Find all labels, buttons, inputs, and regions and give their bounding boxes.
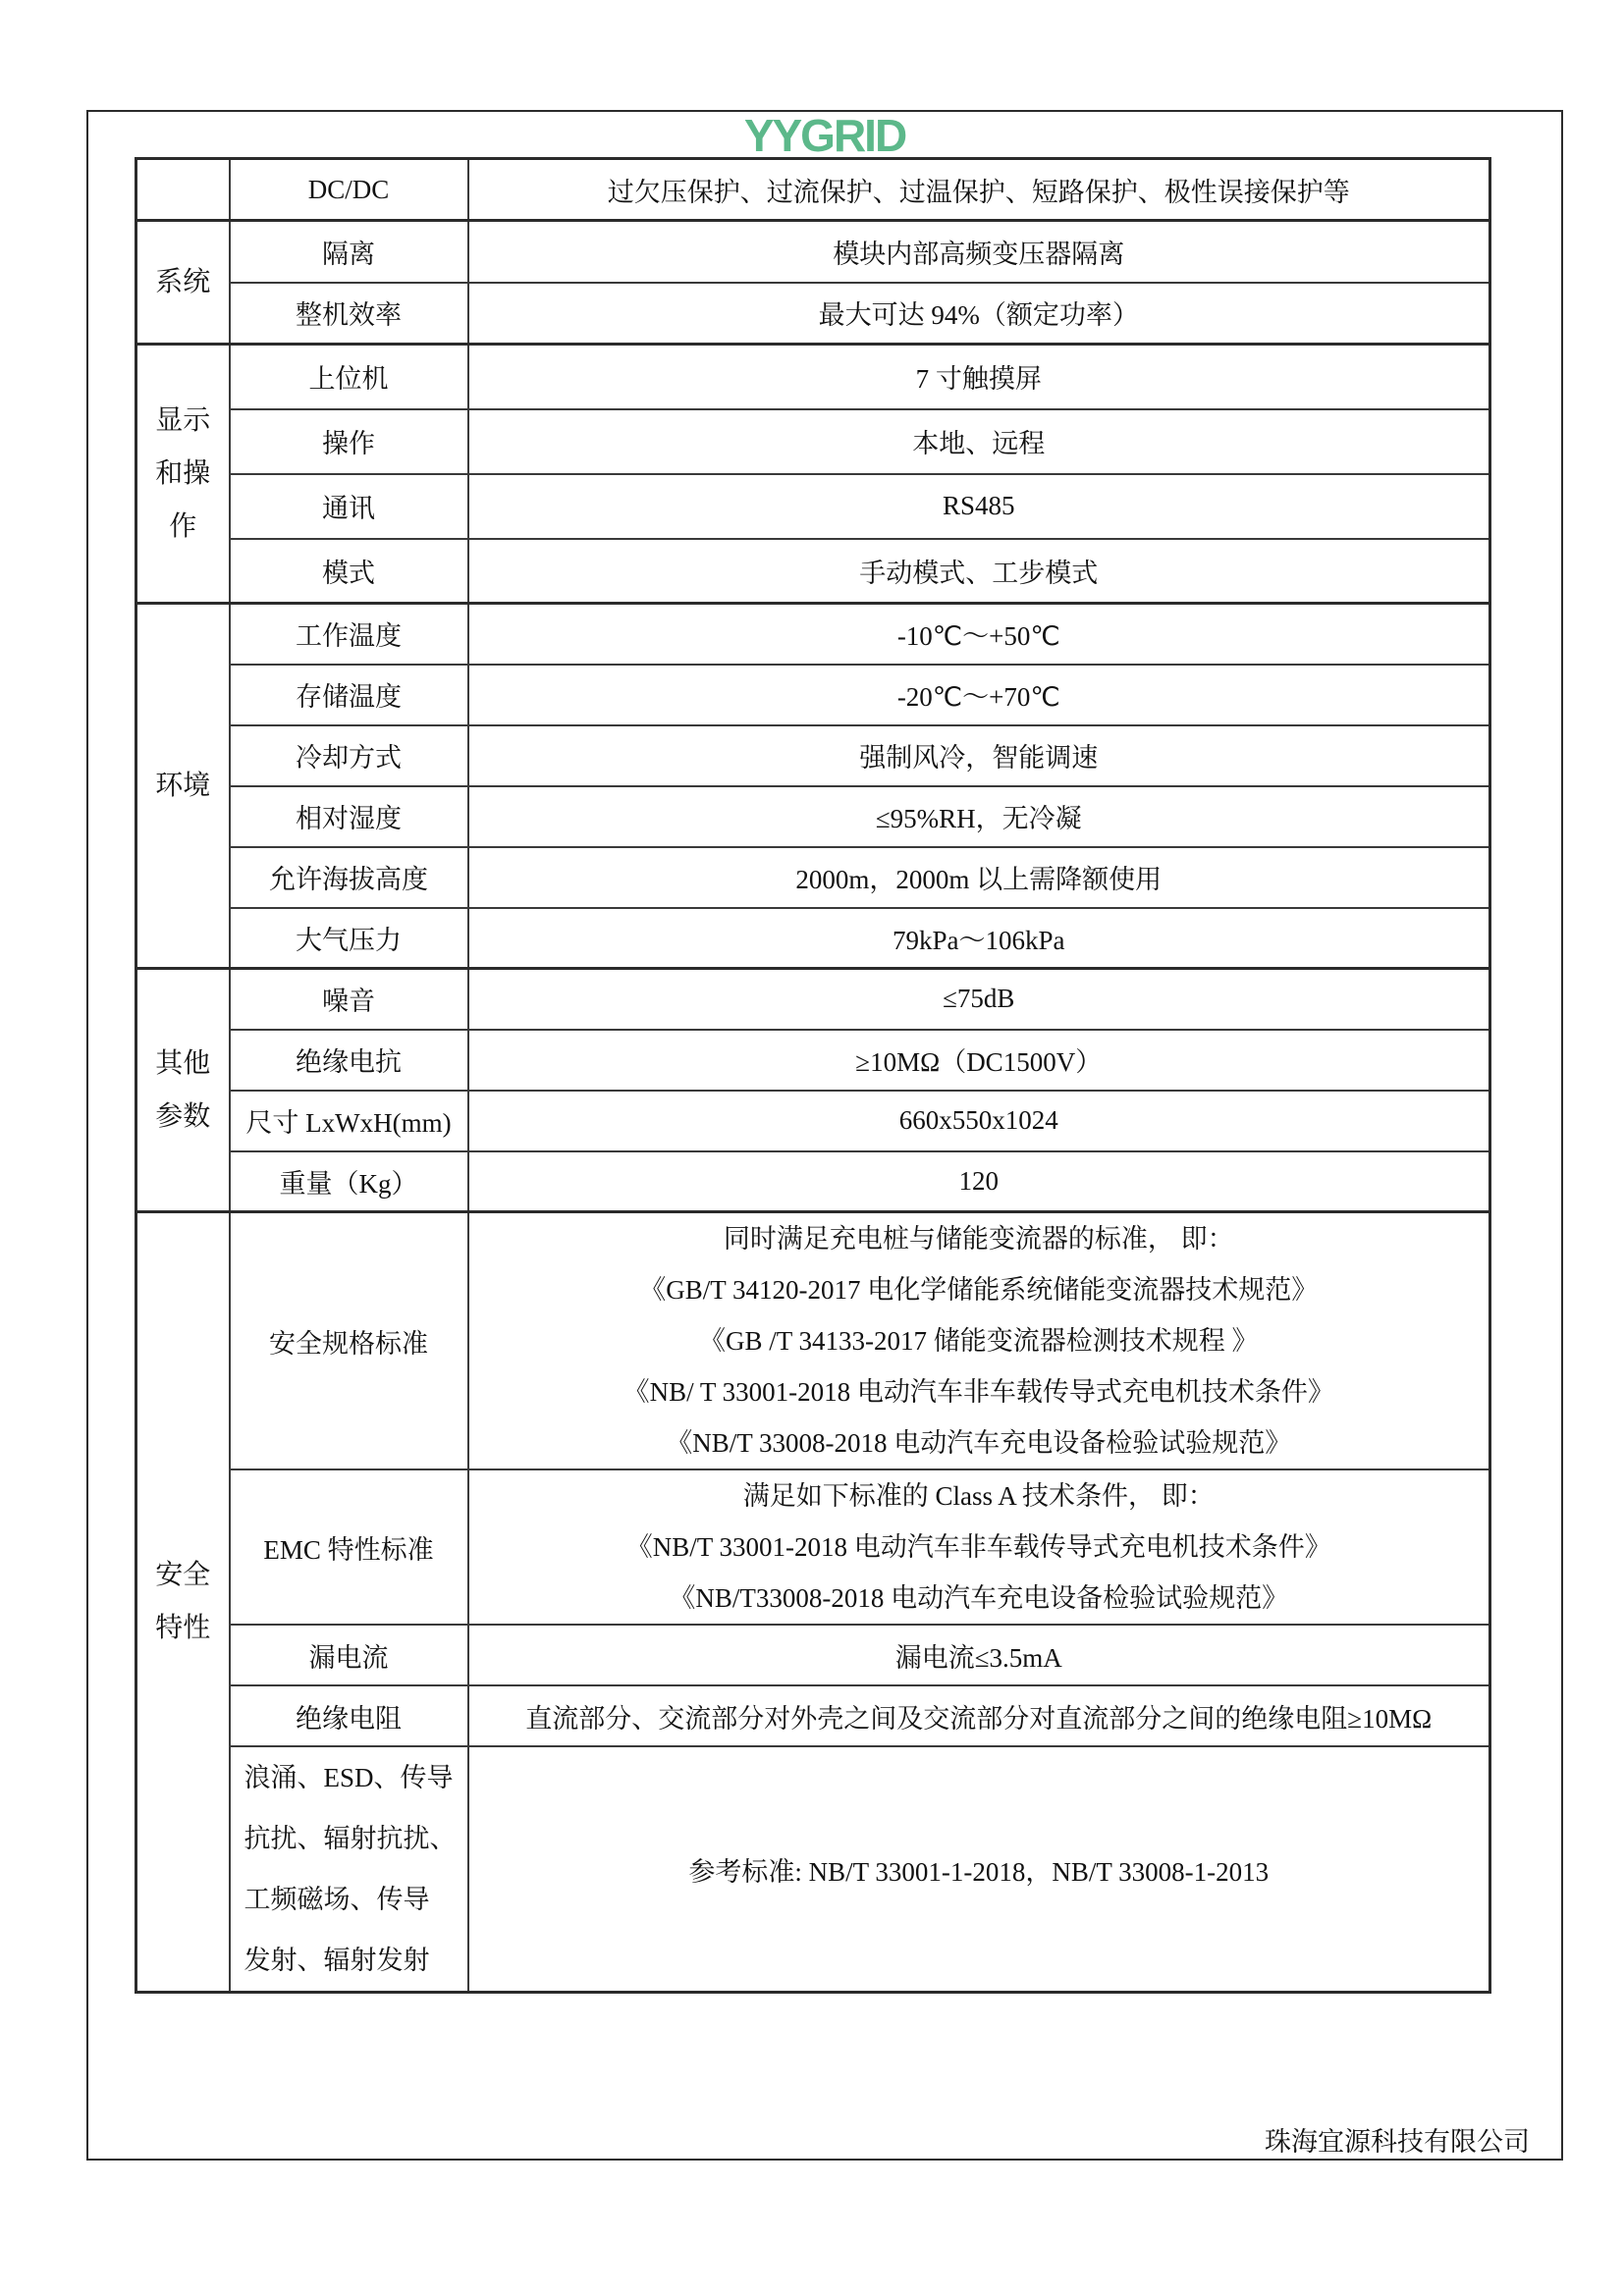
- param-line: 工频磁场、传导: [244, 1885, 430, 1914]
- value-cell-weight: 120: [468, 1151, 1490, 1212]
- value-cell-operating-temp: -10℃～+50℃: [468, 604, 1490, 665]
- param-cell-efficiency: 整机效率: [230, 283, 468, 345]
- table-row: [136, 1685, 1490, 1746]
- param-cell-emc-immunity-emission: [230, 1746, 468, 1993]
- param-cell-hmi: 上位机: [230, 345, 468, 409]
- param-cell-noise: 噪音: [230, 969, 468, 1030]
- brand-logo: YYGRID: [743, 110, 906, 161]
- param-cell-dimensions: 尺寸 LxWxH(mm): [230, 1091, 468, 1151]
- standard-line: 《NB/T 33001-2018 电动汽车非车载传导式充电机技术条件》: [625, 1532, 1331, 1562]
- param-cell-altitude: 允许海拔高度: [230, 847, 468, 908]
- value-cell-pressure: 79kPa～106kPa: [468, 908, 1490, 969]
- standard-line: 《GB/T 34120-2017 电化学储能系统储能变流器技术规范》: [639, 1275, 1319, 1305]
- table-row: [136, 1212, 1490, 1470]
- value-cell-leakage-current: 漏电流≤3.5mA: [468, 1625, 1490, 1685]
- category-cell-blank: [136, 159, 230, 221]
- param-cell-insulation-resistance: 绝缘电阻: [230, 1685, 468, 1746]
- category-cell-display-operation: 显示和操作: [136, 345, 230, 604]
- value-cell-storage-temp: -20℃～+70℃: [468, 665, 1490, 725]
- table-row: [136, 847, 1490, 908]
- param-cell-communication: 通讯: [230, 474, 468, 539]
- standard-line: 《NB/T 33008-2018 电动汽车充电设备检验试验规范》: [666, 1428, 1292, 1458]
- table-row: [136, 786, 1490, 847]
- value-cell-insulation-resistance: 直流部分、交流部分对外壳之间及交流部分对直流部分之间的绝缘电阻≥10MΩ: [468, 1685, 1490, 1746]
- value-cell-operation: 本地、远程: [468, 409, 1490, 474]
- param-cell-safety-standards: 安全规格标准: [230, 1212, 468, 1470]
- table-row: [136, 159, 1490, 221]
- value-cell-hmi: 7 寸触摸屏: [468, 345, 1490, 409]
- category-cell-environment: 环境: [136, 604, 230, 969]
- value-cell-insulation-reactance: ≥10MΩ（DC1500V）: [468, 1030, 1490, 1091]
- param-cell-cooling: 冷却方式: [230, 725, 468, 786]
- standard-line: 《NB/T33008-2018 电动汽车充电设备检验试验规范》: [669, 1583, 1289, 1613]
- value-cell-humidity: ≤95%RH，无冷凝: [468, 786, 1490, 847]
- table-row: [136, 409, 1490, 474]
- param-cell-weight: 重量（Kg）: [230, 1151, 468, 1212]
- value-cell-altitude: 2000m，2000m 以上需降额使用: [468, 847, 1490, 908]
- table-row: [136, 1625, 1490, 1685]
- category-cell-safety: 安全特性: [136, 1212, 230, 1993]
- param-line: 浪涌、ESD、传导: [244, 1763, 454, 1792]
- param-cell-dcdc: DC/DC: [230, 159, 468, 221]
- table-row: [136, 1030, 1490, 1091]
- table-row: [136, 283, 1490, 345]
- value-cell-reference-standards: 参考标准: NB/T 33001-1-2018，NB/T 33008-1-2013: [468, 1746, 1490, 1993]
- table-row: [136, 1151, 1490, 1212]
- param-cell-pressure: 大气压力: [230, 908, 468, 969]
- value-cell-safety-standards: [468, 1212, 1490, 1470]
- param-cell-operation: 操作: [230, 409, 468, 474]
- param-cell-operating-temp: 工作温度: [230, 604, 468, 665]
- param-cell-isolation: 隔离: [230, 221, 468, 283]
- table-row: [136, 665, 1490, 725]
- spec-table: [135, 157, 1491, 1994]
- table-row: [136, 1091, 1490, 1151]
- value-cell-dcdc: 过欠压保护、过流保护、过温保护、短路保护、极性误接保护等: [468, 159, 1490, 221]
- param-line: 发射、辐射发射: [244, 1946, 430, 1975]
- value-cell-emc-standards: [468, 1469, 1490, 1625]
- param-cell-storage-temp: 存储温度: [230, 665, 468, 725]
- value-cell-efficiency: 最大可达 94%（额定功率）: [468, 283, 1490, 345]
- param-cell-emc-standards: EMC 特性标准: [230, 1469, 468, 1625]
- param-cell-humidity: 相对湿度: [230, 786, 468, 847]
- table-row: [136, 474, 1490, 539]
- value-cell-cooling: 强制风冷，智能调速: [468, 725, 1490, 786]
- category-cell-other-params: 其他参数: [136, 969, 230, 1212]
- table-row: [136, 221, 1490, 283]
- standard-line: 《GB /T 34133-2017 储能变流器检测技术规程 》: [698, 1326, 1259, 1356]
- table-row: [136, 1746, 1490, 1993]
- param-cell-insulation-reactance: 绝缘电抗: [230, 1030, 468, 1091]
- value-cell-mode: 手动模式、工步模式: [468, 539, 1490, 604]
- param-cell-leakage-current: 漏电流: [230, 1625, 468, 1685]
- table-row: [136, 345, 1490, 409]
- value-cell-noise: ≤75dB: [468, 969, 1490, 1030]
- standard-line: 满足如下标准的 Class A 技术条件， 即：: [742, 1481, 1215, 1511]
- table-row: [136, 908, 1490, 969]
- value-cell-communication: RS485: [468, 474, 1490, 539]
- table-row: [136, 604, 1490, 665]
- table-row: [136, 539, 1490, 604]
- standard-line: 同时满足充电桩与储能变流器的标准， 即：: [723, 1224, 1234, 1254]
- param-line: 抗扰、辐射抗扰、: [244, 1824, 457, 1853]
- category-cell-system: 系统: [136, 221, 230, 345]
- table-row: [136, 969, 1490, 1030]
- standard-line: 《NB/ T 33001-2018 电动汽车非车载传导式充电机技术条件》: [623, 1377, 1334, 1407]
- value-cell-isolation: 模块内部高频变压器隔离: [468, 221, 1490, 283]
- value-cell-dimensions: 660x550x1024: [468, 1091, 1490, 1151]
- param-cell-mode: 模式: [230, 539, 468, 604]
- table-row: [136, 1469, 1490, 1625]
- company-name: 珠海宜源科技有限公司: [1265, 2127, 1530, 2157]
- table-row: [136, 725, 1490, 786]
